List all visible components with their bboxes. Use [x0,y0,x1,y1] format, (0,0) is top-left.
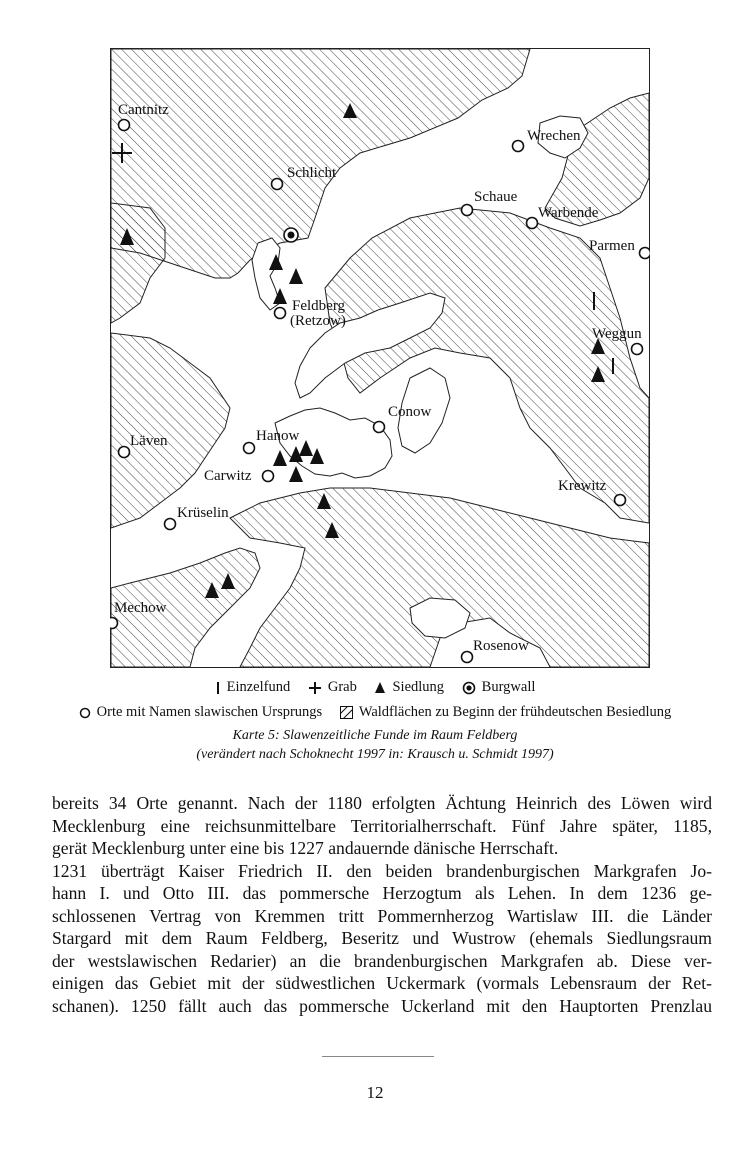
ort-rosenow [462,652,473,663]
body-line-10: schanen). 1250 fällt auch das pommersche Uckerland mit den Hauptorten Prenzlau [52,995,712,1016]
footer-rule [322,1056,434,1057]
legend-siedlung [374,679,444,696]
map-figure [110,48,650,668]
ort-conow [374,422,385,433]
label-mechow: Mechow [114,600,167,616]
legend-grab-label: Grab [327,679,357,696]
map-svg [110,48,650,668]
body-line-4: 1231 überträgt Kaiser Friedrich II. den beiden brandenburgischen Markgrafen Jo- [52,860,712,881]
label-cantnitz: Cantnitz [118,102,169,118]
body-line-8: der westslawischen Redarier) an die brandenburgischen Markgrafen ab. Diese ver- [52,950,712,971]
label-retzow: (Retzow) [290,313,346,329]
legend-waldflaechen-label: Waldflächen zu Beginn der frühdeutschen Besiedlung [358,704,672,721]
burgwall-marker [284,228,298,242]
ort-krewitz [615,495,626,506]
label-warbende: Warbende [538,205,599,221]
body-line-9: einigen das Gebiet mit der südwestlichen Uckermark (vormals Lebensraum der Ret- [52,973,712,993]
ort-feldberg [275,308,286,319]
ort-schlicht [272,179,283,190]
legend-waldflaechen [340,704,672,721]
body-line-6: schlossenen Vertrag von Kremmen tritt Pommernherzog Wartislaw III. die Länder [52,905,712,926]
ort-carwitz [263,471,274,482]
label-feldberg: Feldberg [292,298,346,314]
body-line-3: gerät Mecklenburg unter eine bis 1227 andauernde dänische Herrschaft. [52,838,559,858]
label-laeven: Läven [130,433,168,449]
body-line-1: bereits 34 Orte genannt. Nach der 1180 erfolgten Ächtung Heinrich des Löwen wird [52,793,712,813]
label-schlicht: Schlicht [287,165,337,181]
label-weggun: Weggun [592,326,642,342]
legend-row-symbols [0,679,750,696]
einzelfund-icon [215,681,221,695]
triangle-icon [374,681,386,694]
ort-warbende [527,218,538,229]
legend-grab [308,679,357,696]
ort-hanow [244,443,255,454]
label-conow: Conow [388,404,432,420]
label-carwitz: Carwitz [204,468,252,484]
ort-parmen [640,248,651,259]
body-text [52,792,712,1017]
legend-row-areas [0,704,750,721]
label-kruselin: Krüselin [177,505,229,521]
body-line-7: Stargard mit dem Raum Feldberg, Beseritz und Wustrow (ehemals Siedlungsraum [52,928,712,948]
label-hanow: Hanow [256,428,300,444]
label-schaue: Schaue [474,189,518,205]
ort-schaue [462,205,473,216]
map-caption-line1: Karte 5: Slawenzeitliche Funde im Raum Feldberg [232,728,518,743]
label-krewitz: Krewitz [558,478,607,494]
legend-burgwall-label: Burgwall [481,679,536,696]
legend-orte-label: Orte mit Namen slawischen Ursprungs [96,704,323,721]
ort-kruselin [165,519,176,530]
label-wrechen: Wrechen [527,128,581,144]
burgwall-icon [462,681,476,695]
ort-cantnitz [119,120,130,131]
circle-icon [79,707,91,719]
ort-weggun [632,344,643,355]
label-rosenow: Rosenow [473,638,529,654]
ort-laeven [119,447,130,458]
legend-einzelfund [215,679,291,696]
legend-orte [79,704,323,721]
map-caption-line2: (verändert nach Schoknecht 1997 in: Krausch u. Schmidt 1997) [196,747,554,762]
ort-wrechen [513,141,524,152]
legend-einzelfund-label: Einzelfund [226,679,291,696]
body-line-2: Mecklenburg eine reichsunmittelbare Territorialherrschaft. Fünf Jahre später, 1185, [52,815,712,836]
legend-siedlung-label: Siedlung [392,679,445,696]
legend-burgwall [462,679,536,696]
body-line-5: hann I. und Otto III. das pommersche Herzogtum als Lehen. In dem 1236 ge- [52,883,712,903]
label-parmen: Parmen [589,238,635,254]
cross-icon [308,681,322,695]
ort-mechow [110,618,118,629]
hatch-icon [340,706,353,719]
page-number: 12 [366,1083,384,1102]
